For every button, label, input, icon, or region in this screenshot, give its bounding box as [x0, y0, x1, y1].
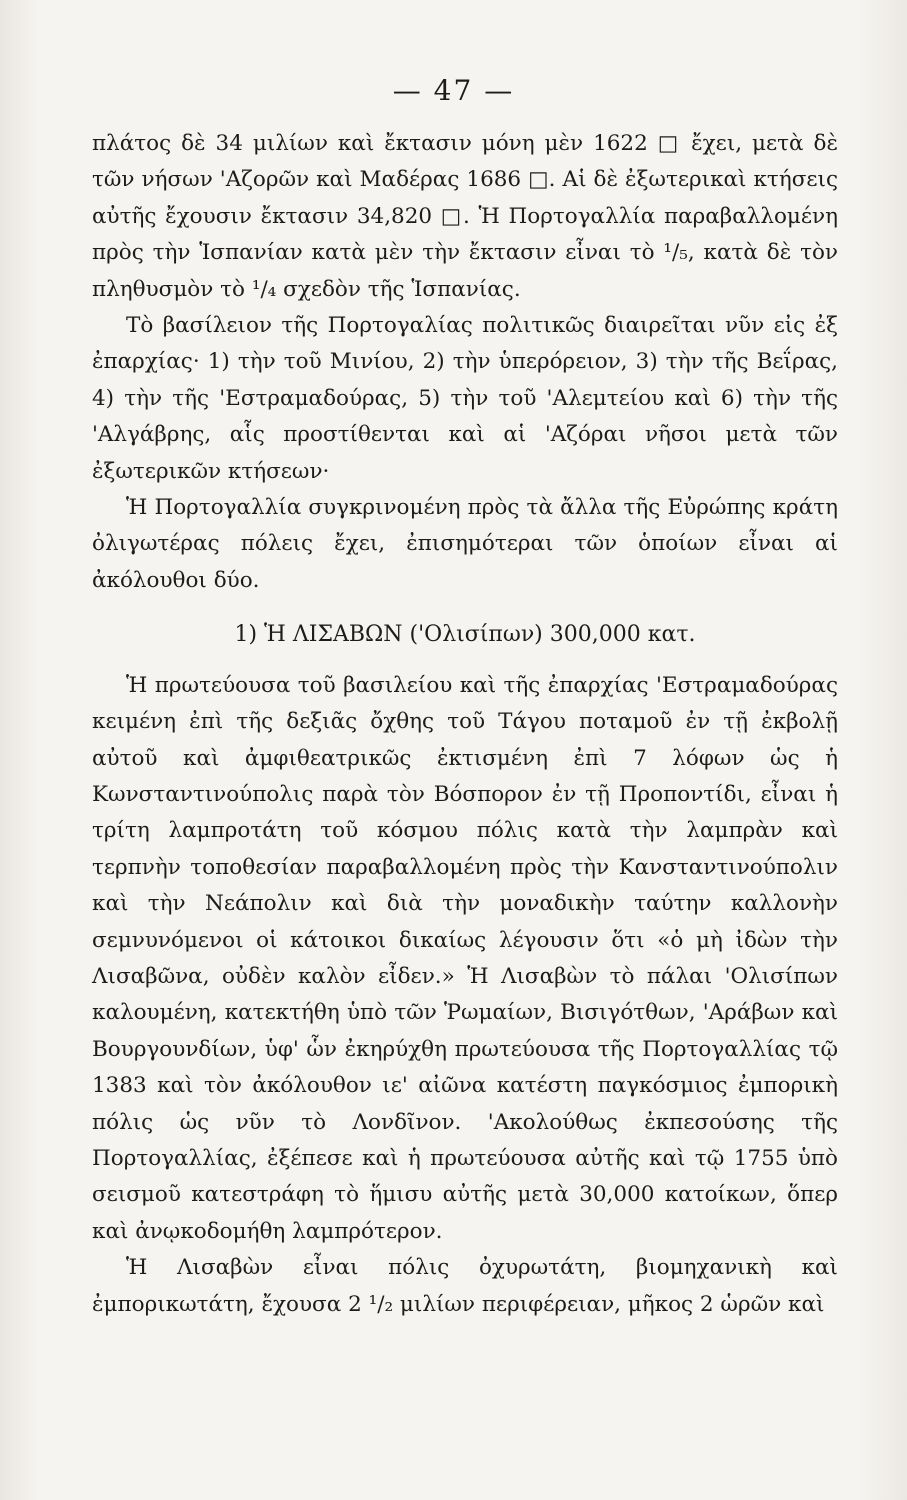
page-number: — 47 — — [392, 74, 515, 107]
section-heading-lisbon: 1) Ἡ ΛΙΣΑΒΩΝ ('Ολισίπων) 300,000 κατ. — [234, 622, 696, 648]
paragraph-lisbon-history: Ἡ πρωτεύουσα τοῦ βασιλείου καὶ τῆς ἐπαρχίας 'Εστραμαδούρας κειμένη ἐπὶ τῆς δεξιᾶς ὄχθης τοῦ Τάγου ποταμοῦ ἐν τῇ ἐκβολῇ αὐτοῦ καὶ ἀμφιθεατρικῶς ἐκτισμένη ἐπὶ 7 λόφων ὡς ἡ Κωνσταντινούπολις παρὰ τὸν Βόσπορον ἐν τῇ Προποντίδι, εἶναι ἡ τρίτη λαμπροτάτη τοῦ κόσμου πόλις κατὰ τὴν λαμπρὰν καὶ τερπνὴν τοποθεσίαν παραβαλλομένη πρὸς τὴν Κανσταντινούπολιν καὶ τὴν Νεάπολιν καὶ διὰ τὴν μοναδικὴν ταύτην καλλονὴν σεμνυνόμενοι οἱ κάτοικοι δικαίως λέγουσιν ὅτι «ὁ μὴ ἰδὼν τὴν Λισαβῶνα, οὐδὲν καλὸν εἶδεν.» Ἡ Λισαβὼν τὸ πάλαι 'Ολισίπων καλουμένη, κατεκτήθη ὑπὸ τῶν Ῥωμαίων, Βισιγότθων, 'Αράβων καὶ Βουργουνδίων, ὑφ' ὧν ἐκηρύχθη πρωτεύουσα τῆς Πορτογαλλίας τῷ 1383 καὶ τὸν ἀκόλουθον ιε' αἰῶνα κατέστη παγκόσμιος ἐμπορικὴ πόλις ὡς νῦν τὸ Λονδῖνον. 'Ακολούθως ἐκπεσούσης τῆς Πορτογαλλίας, ἐξέπεσε καὶ ἡ πρωτεύουσα αὐτῆς καὶ τῷ 1755 ὑπὸ σεισμοῦ κατεστράφη τὸ ἥμισυ αὐτῆς μετὰ 30,000 κατοίκων, ὅπερ καὶ ἀνῳκοδομήθη λαμπρότερον. — [92, 672, 838, 1244]
body-text — [92, 126, 838, 1323]
paragraph-provinces: Τὸ βασίλειον τῆς Πορτογαλίας πολιτικῶς διαιρεῖται νῦν εἰς ἐξ ἐπαρχίας· 1) τὴν τοῦ Μινίου, 2) τὴν ὑπερόρειον, 3) τὴν τῆς Βεΐρας, 4) τὴν τῆς 'Εστραμαδούρας, 5) τὴν τοῦ 'Αλεμτείου καὶ 6) τὴν τῆς 'Αλγάβρης, αἷς προστίθενται καὶ αἱ 'Αζόραι νῆσοι μετὰ τῶν ἐξωτερικῶν κτήσεων· — [92, 313, 838, 484]
paragraph-area: πλάτος δὲ 34 μιλίων καὶ ἔκτασιν μόνη μὲν 1622 □ ἔχει, μετὰ δὲ τῶν νήσων 'Αζορῶν καὶ Μαδέρας 1686 □. Αἱ δὲ ἐξωτερικαὶ κτήσεις αὐτῆς ἔχουσιν ἔκτασιν 34,820 □. Ἡ Πορτογαλλία παραβαλλομένη πρὸς τὴν Ἱσπανίαν κατὰ μὲν τὴν ἔκτασιν εἶναι τὸ ¹/₅, κατὰ δὲ τὸν πληθυσμὸν τὸ ¹/₄ σχεδὸν τῆς Ἱσπανίας. — [92, 131, 838, 302]
paragraph-cities: Ἡ Πορτογαλλία συγκρινομένη πρὸς τὰ ἄλλα τῆς Εὐρώπης κράτη ὀλιγωτέρας πόλεις ἔχει, ἐπισημότεραι τῶν ὁποίων εἶναι αἱ ἀκόλουθοι δύο. — [92, 495, 838, 593]
paragraph-lisbon-description: Ἡ Λισαβὼν εἶναι πόλις ὀχυρωτάτη, βιομηχανικὴ καὶ ἐμπορικωτάτη, ἔχουσα 2 ¹/₂ μιλίων περιφέρειαν, μῆκος 2 ὡρῶν καὶ — [92, 1255, 838, 1317]
